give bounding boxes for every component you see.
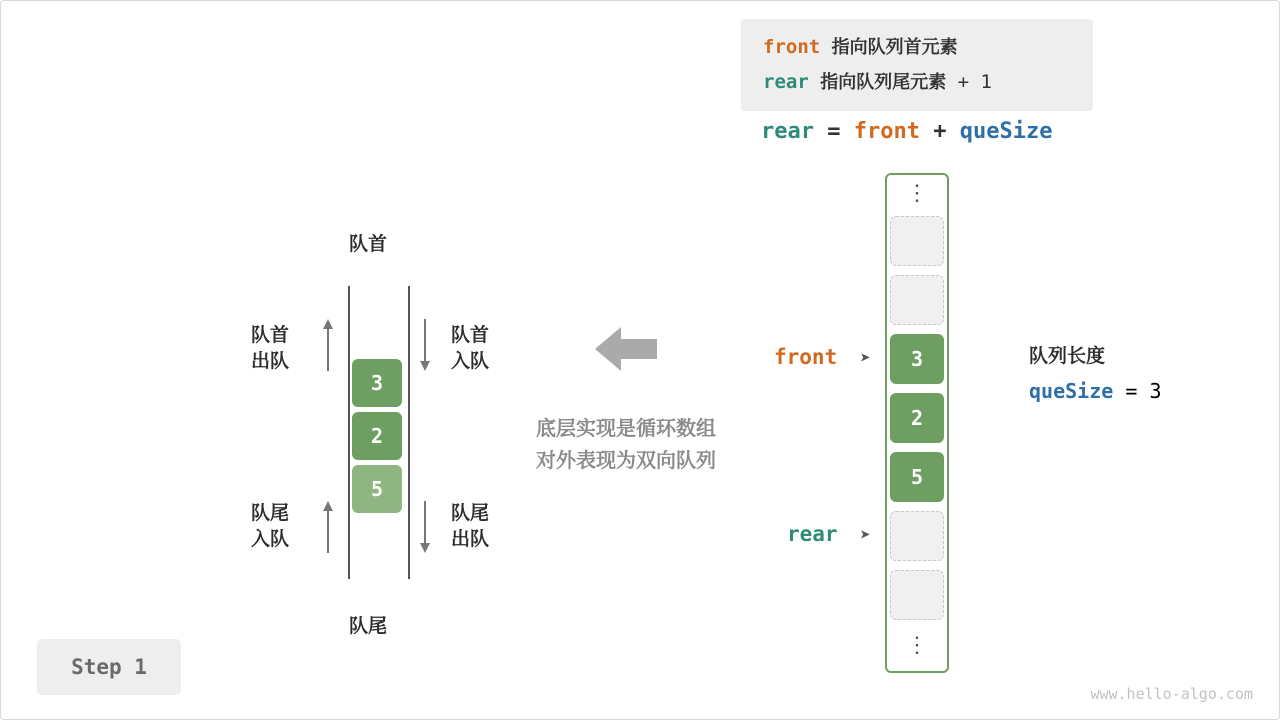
front-pointer-caret-icon: ➤	[860, 348, 871, 369]
deque-left-rail	[348, 286, 350, 579]
array-cell: 3	[890, 334, 944, 384]
front-keyword: front	[763, 36, 821, 58]
array-top-ellipsis	[890, 177, 944, 209]
array-cell	[890, 511, 944, 561]
arrow-down-icon	[418, 319, 432, 371]
caption-line-1: 底层实现是循环数组	[536, 418, 716, 440]
array-cell	[890, 275, 944, 325]
deque-right-rail	[408, 286, 410, 579]
front-pointer-label: front	[774, 345, 838, 369]
array-cell	[890, 570, 944, 620]
array-cell: 2	[890, 393, 944, 443]
ellipsis-glyph: ⋮	[906, 180, 928, 205]
quesize-var: queSize	[1029, 379, 1114, 403]
deque-cell: 3	[352, 359, 402, 407]
deque-tail-label: 队尾	[349, 616, 388, 637]
rear-formula	[761, 119, 1052, 144]
queue-size-expression	[1029, 379, 1161, 403]
formula-plus: +	[933, 119, 947, 144]
head-dequeue-label: 队首 出队	[251, 325, 290, 372]
arrow-up-icon	[321, 501, 335, 553]
step-label: Step 1	[71, 655, 147, 679]
deque-head-label: 队首	[349, 234, 388, 255]
caption-line-2: 对外表现为双向队列	[536, 450, 716, 472]
rear-keyword: rear	[763, 71, 809, 93]
formula-front: front	[853, 119, 920, 144]
rear-pointer-label: rear	[787, 522, 838, 546]
legend-rear-plus: + 1	[957, 71, 992, 93]
array-cell	[890, 216, 944, 266]
array-bottom-ellipsis	[890, 629, 944, 661]
step-badge	[37, 639, 181, 695]
legend-rear-text: 指向队列尾元素	[820, 72, 947, 92]
array-cell: 5	[890, 452, 944, 502]
tail-enqueue-label: 队尾 入队	[251, 503, 290, 550]
formula-equals: =	[827, 119, 841, 144]
ellipsis-glyph: ⋮	[906, 632, 928, 657]
quesize-value: 3	[1149, 379, 1162, 403]
legend-box	[741, 19, 1093, 111]
deque-cell: 5	[352, 465, 402, 513]
watermark: www.hello-algo.com	[1090, 685, 1253, 703]
implementation-caption	[499, 413, 753, 477]
deque-cell: 2	[352, 412, 402, 460]
queue-size-title: 队列长度	[1029, 346, 1106, 367]
legend-line-rear	[763, 65, 1093, 100]
formula-quesize: queSize	[959, 119, 1053, 144]
legend-front-text: 指向队列首元素	[831, 37, 958, 57]
legend-line-front	[763, 30, 1093, 65]
arrow-down-icon	[418, 501, 432, 553]
tail-dequeue-label: 队尾 出队	[451, 503, 490, 550]
quesize-equals: =	[1125, 379, 1138, 403]
head-enqueue-label: 队首 入队	[451, 325, 490, 372]
arrow-left-icon	[595, 323, 657, 375]
arrow-up-icon	[321, 319, 335, 371]
formula-rear: rear	[761, 119, 814, 144]
rear-pointer-caret-icon: ➤	[860, 525, 871, 546]
